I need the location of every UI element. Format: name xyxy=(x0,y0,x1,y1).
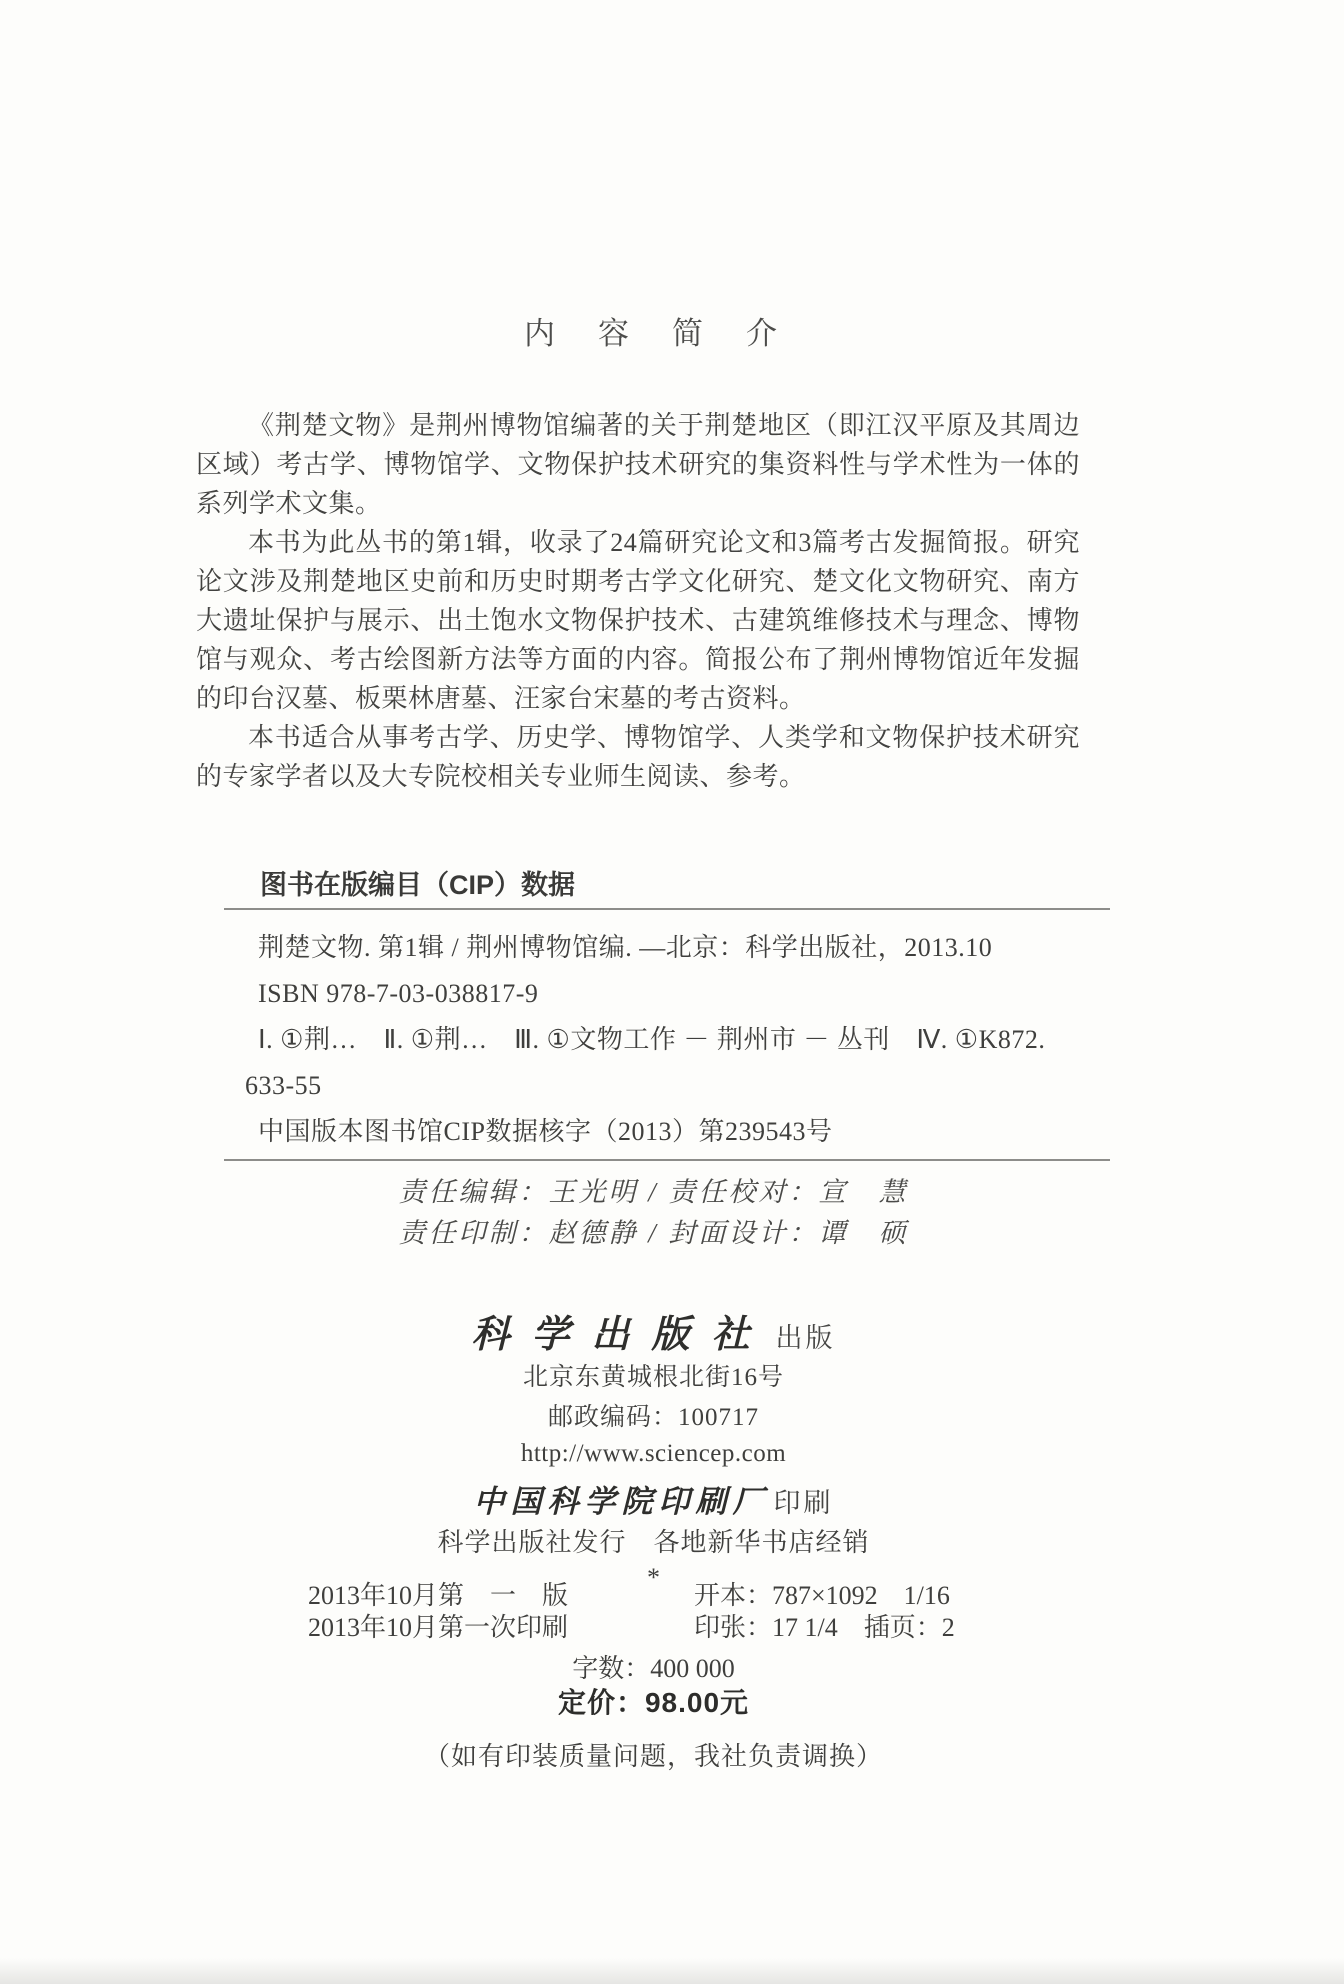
cip-block xyxy=(196,868,1111,1161)
cip-isbn-line: ISBN 978-7-03-038817-9 xyxy=(258,979,539,1008)
format-spec: 开本：787×1092 1/16 xyxy=(694,1581,950,1610)
printer-role-label: 印刷 xyxy=(773,1488,834,1518)
sheets-spec: 印张：17 1/4 插页：2 xyxy=(694,1613,955,1642)
printer-row xyxy=(196,1476,1111,1521)
cip-classification-line: Ⅰ. ①荆… Ⅱ. ①荆… Ⅲ. ①文物工作 － 荆州市 － 丛刊 Ⅳ. ①K872. xyxy=(258,1025,1046,1054)
staff-credits xyxy=(196,1172,1111,1254)
intro-paragraph: 本书为此丛书的第1辑，收录了24篇研究论文和3篇考古发掘简报。研究论文涉及荆楚地区史前和历史时期考古学文化研究、楚文化文物研究、南方大遗址保护与展示、出土饱水文物保护技术、古建筑维修技术与理念、博物馆与观众、考古绘图新方法等方面的内容。简报公布了荆州博物馆近年发掘的印台汉墓、板栗林唐墓、汪家台宋墓的考古资料。 xyxy=(196,528,1080,713)
separator-asterisk: * xyxy=(647,1563,660,1592)
cip-bottom-rule xyxy=(224,1159,1110,1161)
publisher-logotype: 科学出版社 xyxy=(471,1314,772,1356)
cip-lines xyxy=(196,925,1111,1155)
printing-row xyxy=(196,1612,1111,1644)
intro-paragraph: 本书适合从事考古学、历史学、博物馆学、人类学和文物保护技术研究的专家学者以及大专院校相关专业师生阅读、参考。 xyxy=(196,723,1080,791)
staff-editor-line: 责任编辑：王光明 / 责任校对：宣 慧 xyxy=(398,1177,909,1207)
edition-row xyxy=(196,1580,1111,1612)
price-line: 定价：98.00元 xyxy=(557,1687,750,1718)
cip-heading: 图书在版编目（CIP）数据 xyxy=(260,870,576,900)
cip-classification-continuation: 633-55 xyxy=(245,1071,322,1100)
publisher-role-label: 出版 xyxy=(775,1323,836,1353)
publisher-row xyxy=(196,1303,1111,1358)
cip-title-line: 荆楚文物. 第1辑 / 荆州博物馆编. —北京：科学出版社，2013.10 xyxy=(258,933,993,962)
word-count: 字数：400 000 xyxy=(572,1654,735,1683)
publisher-url: http://www.sciencep.com xyxy=(520,1440,787,1467)
intro-paragraphs xyxy=(196,406,1111,796)
intro-title: 内 容 简 介 xyxy=(524,316,783,351)
distribution-line: 科学出版社发行 各地新华书店经销 xyxy=(437,1528,870,1557)
publisher-address: 北京东黄城根北街16号 xyxy=(522,1364,784,1391)
intro-paragraph: 《荆楚文物》是荆州博物馆编著的关于荆楚地区（即江汉平原及其周边区域）考古学、博物馆学、文物保护技术研究的集资料性与学术性为一体的系列学术文集。 xyxy=(196,411,1080,518)
scan-shadow xyxy=(0,1958,1344,1984)
publisher-postcode: 邮政编码：100717 xyxy=(547,1404,759,1431)
staff-printing-line: 责任印制：赵德静 / 封面设计：谭 硕 xyxy=(398,1218,909,1248)
cip-top-rule xyxy=(224,908,1110,910)
printing-date: 2013年10月第一次印刷 xyxy=(308,1613,569,1642)
quality-note: （如有印装质量问题，我社负责调换） xyxy=(423,1742,883,1771)
edition-date: 2013年10月第 一 版 xyxy=(308,1581,569,1610)
printer-logotype: 中国科学院印刷厂 xyxy=(473,1484,770,1519)
cip-record-number-line: 中国版本图书馆CIP数据核字（2013）第239543号 xyxy=(258,1117,833,1146)
